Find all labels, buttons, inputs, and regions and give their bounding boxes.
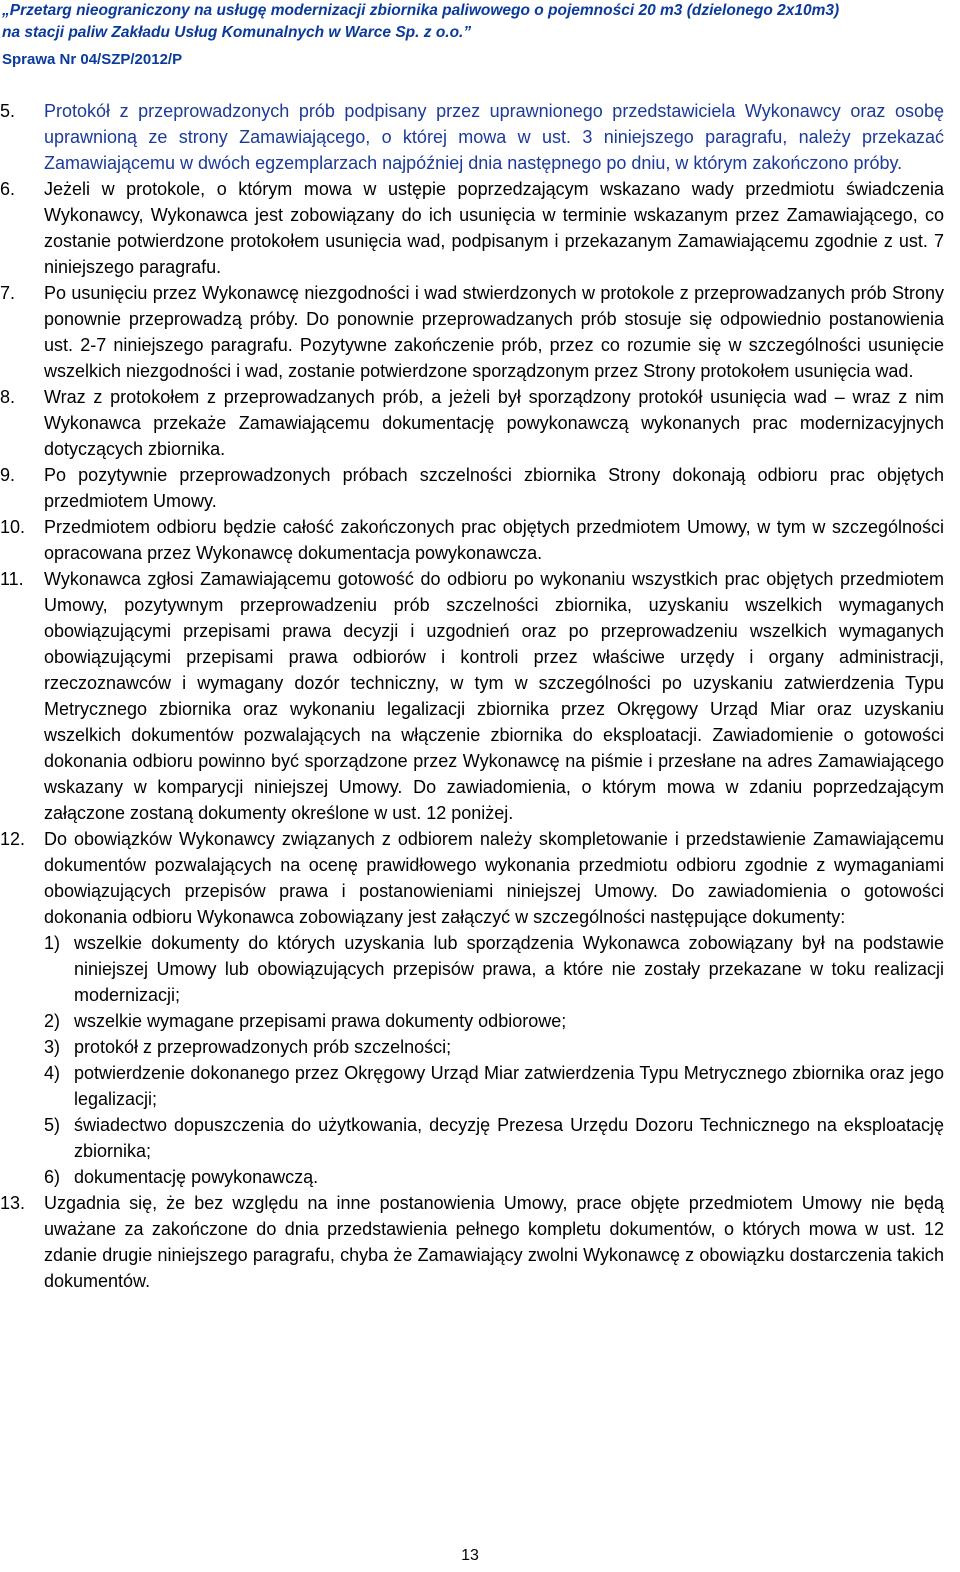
sublist-item-1 [44, 930, 944, 1008]
item-text: Po usunięciu przez Wykonawcę niezgodności i wad stwierdzonych w protokole z przeprowadzanych prób Strony ponownie przeprowadzą próby. Do ponownie przeprowadzanych prób stosuje się odpowiednio postanowienia ust. 2-7 niniejszego paragrafu. Pozytywne zakończenie prób, przez co rozumie się w szczególności usunięcie wszelkich niezgodności i wad, zostanie potwierdzone sporządzonym przez Strony protokołem usunięcia wad. [44, 283, 944, 381]
header-title-line-1: „Przetarg nieograniczony na usługę modernizacji zbiornika paliwowego o pojemności 20 m3 (dzielonego 2x10m3) [2, 2, 840, 19]
sublist-number: 1) [44, 933, 61, 953]
document-body [0, 98, 944, 1294]
sublist-item-6 [44, 1164, 944, 1190]
item-text: Wraz z protokołem z przeprowadzanych prób, a jeżeli był sporządzony protokół usunięcia wad – wraz z nim Wykonawca przekaże Zamawiającemu dokumentację powykonawczą wykonanych prac modernizacyjnych dotyczących zbiornika. [44, 387, 944, 459]
item-text: Jeżeli w protokole, o którym mowa w ustępie poprzedzającym wskazano wady przedmiotu świadczenia Wykonawcy, Wykonawca jest zobowiązany do ich usunięcia w terminie wskazanym przez Zamawiającego, co zostanie potwierdzone protokołem usunięcia wad, podpisanym i przekazanym Zamawiającemu zgodnie z ust. 7 niniejszego paragrafu. [44, 179, 944, 277]
sublist-item-2 [44, 1008, 944, 1034]
sublist-number: 4) [44, 1063, 61, 1083]
document-header [0, 0, 960, 70]
item-number: 9. [0, 465, 16, 485]
item-number: 8. [0, 387, 16, 407]
sublist-number: 6) [44, 1167, 61, 1187]
item-number: 5. [0, 101, 16, 121]
item-text: Po pozytywnie przeprowadzonych próbach szczelności zbiornika Strony dokonają odbioru prac objętych przedmiotem Umowy. [44, 465, 944, 511]
case-number: Sprawa Nr 04/SZP/2012/P [2, 51, 183, 68]
page-number: 13 [461, 1547, 479, 1564]
sublist-text: wszelkie wymagane przepisami prawa dokumenty odbiorowe; [74, 1011, 567, 1031]
item-number: 7. [0, 283, 16, 303]
paragraph-item-11 [0, 566, 944, 826]
sublist-item-3 [44, 1034, 944, 1060]
paragraph-item-8 [0, 384, 944, 462]
item-number: 6. [0, 179, 16, 199]
sublist-number: 3) [44, 1037, 61, 1057]
paragraph-item-13 [0, 1190, 944, 1294]
header-title-line-2: na stacji paliw Zakładu Usług Komunalnych w Warce Sp. z o.o.” [2, 24, 472, 41]
document-sublist [44, 930, 944, 1190]
item-number: 10. [0, 517, 26, 537]
sublist-text: dokumentację powykonawczą. [74, 1167, 319, 1187]
item-number: 12. [0, 829, 26, 849]
paragraph-item-12 [0, 826, 944, 1190]
item-number: 13. [0, 1193, 26, 1213]
item-number: 11. [0, 569, 24, 589]
sublist-text: wszelkie dokumenty do których uzyskania lub sporządzenia Wykonawca zobowiązany był na podstawie niniejszej Umowy lub obowiązujących przepisów prawa, a które nie zostały przekazane w toku realizacji modernizacji; [74, 933, 944, 1005]
item-text: Do obowiązków Wykonawcy związanych z odbiorem należy skompletowanie i przedstawienie Zamawiającemu dokumentów pozwalających na ocenę prawidłowego wykonania przedmiotu odbioru zgodnie z wymaganiami obowiązujących przepisów prawa i postanowieniami niniejszej Umowy. Do zawiadomienia o gotowości dokonania odbioru Wykonawca zobowiązany jest załączyć w szczególności następujące dokumenty: [44, 829, 944, 927]
item-text: Wykonawca zgłosi Zamawiającemu gotowość do odbioru po wykonaniu wszystkich prac objętych przedmiotem Umowy, pozytywnym przeprowadzeniu prób szczelności zbiornika, uzyskaniu wszelkich wymaganych obowiązującymi przepisami prawa decyzji i uzgodnień oraz po przeprowadzeniu wszelkich wymaganych obowiązującymi przepisami prawa odbiorów i kontroli przez właściwe urzędy i organy administracji, rzeczoznawców i wymagany dozór techniczny, w tym w szczególności po uzyskaniu zatwierdzenia Typu Metrycznego zbiornika oraz wykonaniu legalizacji zbiornika przez Okręgowy Urząd Miar oraz uzyskaniu wszelkich dokumentów pozwalających na włączenie zbiornika do eksploatacji. Zawiadomienie o gotowości dokonania odbioru powinno być sporządzone przez Wykonawcę na piśmie i przesłane na adres Zamawiającego wskazany w komparycji niniejszej Umowy. Do zawiadomienia, o którym mowa w zdaniu poprzedzającym załączone zostaną dokumenty określone w ust. 12 poniżej. [44, 569, 944, 823]
sublist-text: protokół z przeprowadzonych prób szczelności; [74, 1037, 452, 1057]
item-text: Uzgadnia się, że bez względu na inne postanowienia Umowy, prace objęte przedmiotem Umowy nie będą uważane za zakończone do dnia przedstawienia pełnego kompletu dokumentów, o których mowa w ust. 12 zdanie drugie niniejszego paragrafu, chyba że Zamawiający zwolni Wykonawcę z obowiązku dostarczenia takich dokumentów. [44, 1193, 944, 1291]
paragraph-item-5 [0, 98, 944, 176]
paragraph-item-7 [0, 280, 944, 384]
paragraph-item-10 [0, 514, 944, 566]
sublist-item-5 [44, 1112, 944, 1164]
sublist-text: świadectwo dopuszczenia do użytkowania, decyzję Prezesa Urzędu Dozoru Technicznego na eksploatację zbiornika; [74, 1115, 944, 1161]
item-text: Przedmiotem odbioru będzie całość zakończonych prac objętych przedmiotem Umowy, w tym w szczególności opracowana przez Wykonawcę dokumentacja powykonawcza. [44, 517, 944, 563]
item-content [44, 826, 944, 1190]
sublist-text: potwierdzenie dokonanego przez Okręgowy Urząd Miar zatwierdzenia Typu Metrycznego zbiornika oraz jego legalizacji; [74, 1063, 944, 1109]
sublist-number: 5) [44, 1115, 61, 1135]
paragraph-item-9 [0, 462, 944, 514]
sublist-number: 2) [44, 1011, 61, 1031]
sublist-item-4 [44, 1060, 944, 1112]
paragraph-item-6 [0, 176, 944, 280]
item-text: Protokół z przeprowadzonych prób podpisany przez uprawnionego przedstawiciela Wykonawcy oraz osobę uprawnioną ze strony Zamawiającego, o której mowa w ust. 3 niniejszego paragrafu, należy przekazać Zamawiającemu w dwóch egzemplarzach najpóźniej dnia następnego po dniu, w którym zakończono próby. [44, 101, 944, 173]
